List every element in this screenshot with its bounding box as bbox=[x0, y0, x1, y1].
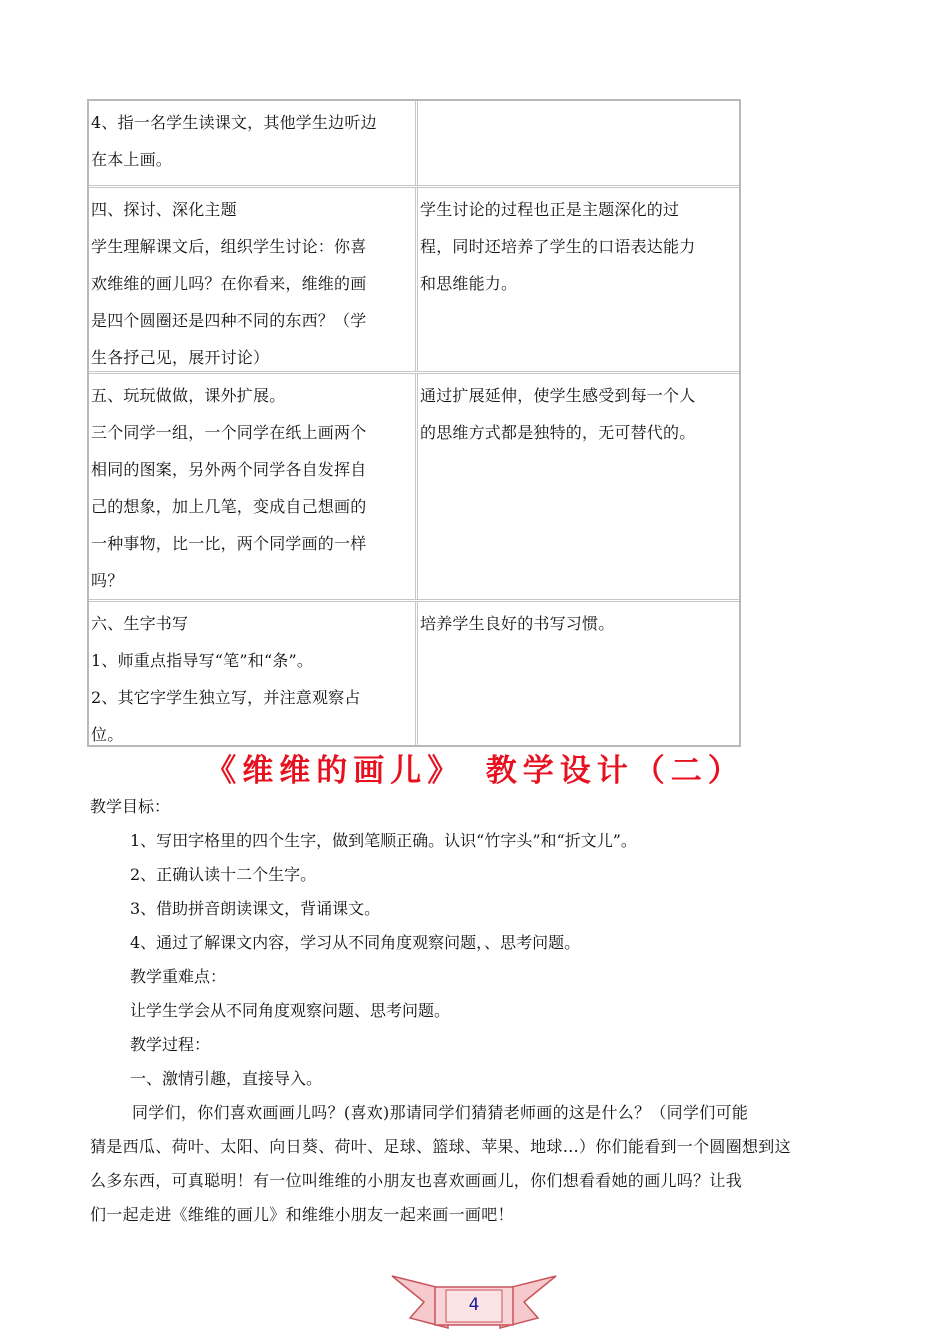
goal-item: 4、通过了解课文内容，学习从不同角度观察问题，、思考问题。 bbox=[130, 933, 581, 952]
paragraph-line: 猜是西瓜、荷叶、太阳、向日葵、荷叶、足球、篮球、苹果、地球…）你们能看到一个圆圈想到这 bbox=[90, 1137, 791, 1156]
goal-item: 2、正确认读十二个生字。 bbox=[130, 865, 317, 884]
activity-cell bbox=[89, 188, 418, 371]
key-heading: 教学重难点： bbox=[130, 967, 227, 986]
goal-item: 3、借助拼音朗读课文，背诵课文。 bbox=[130, 899, 381, 918]
cell-line: 1、师重点指导写“笔”和“条”。 bbox=[91, 651, 314, 670]
cell-line: 程，同时还培养了学生的口语表达能力 bbox=[420, 237, 696, 256]
process-heading: 教学过程： bbox=[130, 1035, 211, 1054]
page-number: 4 bbox=[468, 1295, 480, 1315]
table-row bbox=[89, 599, 739, 745]
body-text bbox=[90, 790, 870, 1232]
cell-line: 4、指一名学生读课文，其他学生边听边 bbox=[91, 113, 377, 132]
cell-line: 是四个圆圈还是四种不同的东西？（学 bbox=[91, 311, 367, 330]
cell-line: 学生讨论的过程也正是主题深化的过 bbox=[420, 200, 680, 219]
activity-cell bbox=[89, 374, 418, 599]
page-title: 《维维的画儿》 教学设计（二） bbox=[205, 753, 745, 789]
cell-line: 生各抒己见，展开讨论） bbox=[91, 348, 270, 367]
rationale-cell bbox=[418, 101, 739, 185]
cell-line: 吗？ bbox=[91, 571, 124, 590]
cell-line: 四、探讨、深化主题 bbox=[91, 200, 237, 219]
paragraph-line: 同学们，你们喜欢画画儿吗？(喜欢)那请同学们猜猜老师画的这是什么？（同学们可能 bbox=[132, 1103, 749, 1122]
table-row bbox=[89, 371, 739, 599]
cell-line: 通过扩展延伸，使学生感受到每一个人 bbox=[420, 386, 696, 405]
cell-line: 一种事物，比一比，两个同学画的一样 bbox=[91, 534, 367, 553]
paragraph-line: 么多东西，可真聪明！有一位叫维维的小朋友也喜欢画画儿，你们想看看她的画儿吗？让我 bbox=[90, 1171, 743, 1190]
step-heading: 一、激情引趣，直接导入。 bbox=[130, 1069, 323, 1088]
cell-line: 学生理解课文后，组织学生讨论：你喜 bbox=[91, 237, 367, 256]
rationale-cell bbox=[418, 374, 739, 599]
cell-line: 欢维维的画儿吗？在你看来，维维的画 bbox=[91, 274, 367, 293]
rationale-cell bbox=[418, 188, 739, 371]
activity-cell bbox=[89, 101, 418, 185]
table-row bbox=[89, 101, 739, 185]
cell-line: 2、其它字学生独立写，并注意观察占 bbox=[91, 688, 361, 707]
key-text: 让学生学会从不同角度观察问题、思考问题。 bbox=[130, 1001, 451, 1020]
lesson-table bbox=[87, 99, 741, 747]
cell-line: 的思维方式都是独特的，无可替代的。 bbox=[420, 423, 696, 442]
table-row bbox=[89, 185, 739, 371]
paragraph-line: 们一起走进《维维的画儿》和维维小朋友一起来画一画吧！ bbox=[90, 1205, 514, 1224]
rationale-cell bbox=[418, 602, 739, 745]
cell-line: 相同的图案，另外两个同学各自发挥自 bbox=[91, 460, 367, 479]
cell-line: 位。 bbox=[91, 725, 124, 744]
activity-cell bbox=[89, 602, 418, 745]
goals-heading: 教学目标： bbox=[90, 797, 171, 816]
cell-line: 培养学生良好的书写习惯。 bbox=[420, 614, 615, 633]
cell-line: 和思维能力。 bbox=[420, 274, 518, 293]
goal-item: 1、写田字格里的四个生字，做到笔顺正确。认识“竹字头”和“折文儿”。 bbox=[130, 831, 637, 850]
intro-paragraph bbox=[90, 1096, 870, 1232]
cell-line: 五、玩玩做做，课外扩展。 bbox=[91, 386, 286, 405]
cell-line: 三个同学一组，一个同学在纸上画两个 bbox=[91, 423, 367, 442]
cell-line: 六、生字书写 bbox=[91, 614, 189, 633]
cell-line: 在本上画。 bbox=[91, 150, 173, 169]
cell-line: 己的想象，加上几笔，变成自己想画的 bbox=[91, 497, 367, 516]
